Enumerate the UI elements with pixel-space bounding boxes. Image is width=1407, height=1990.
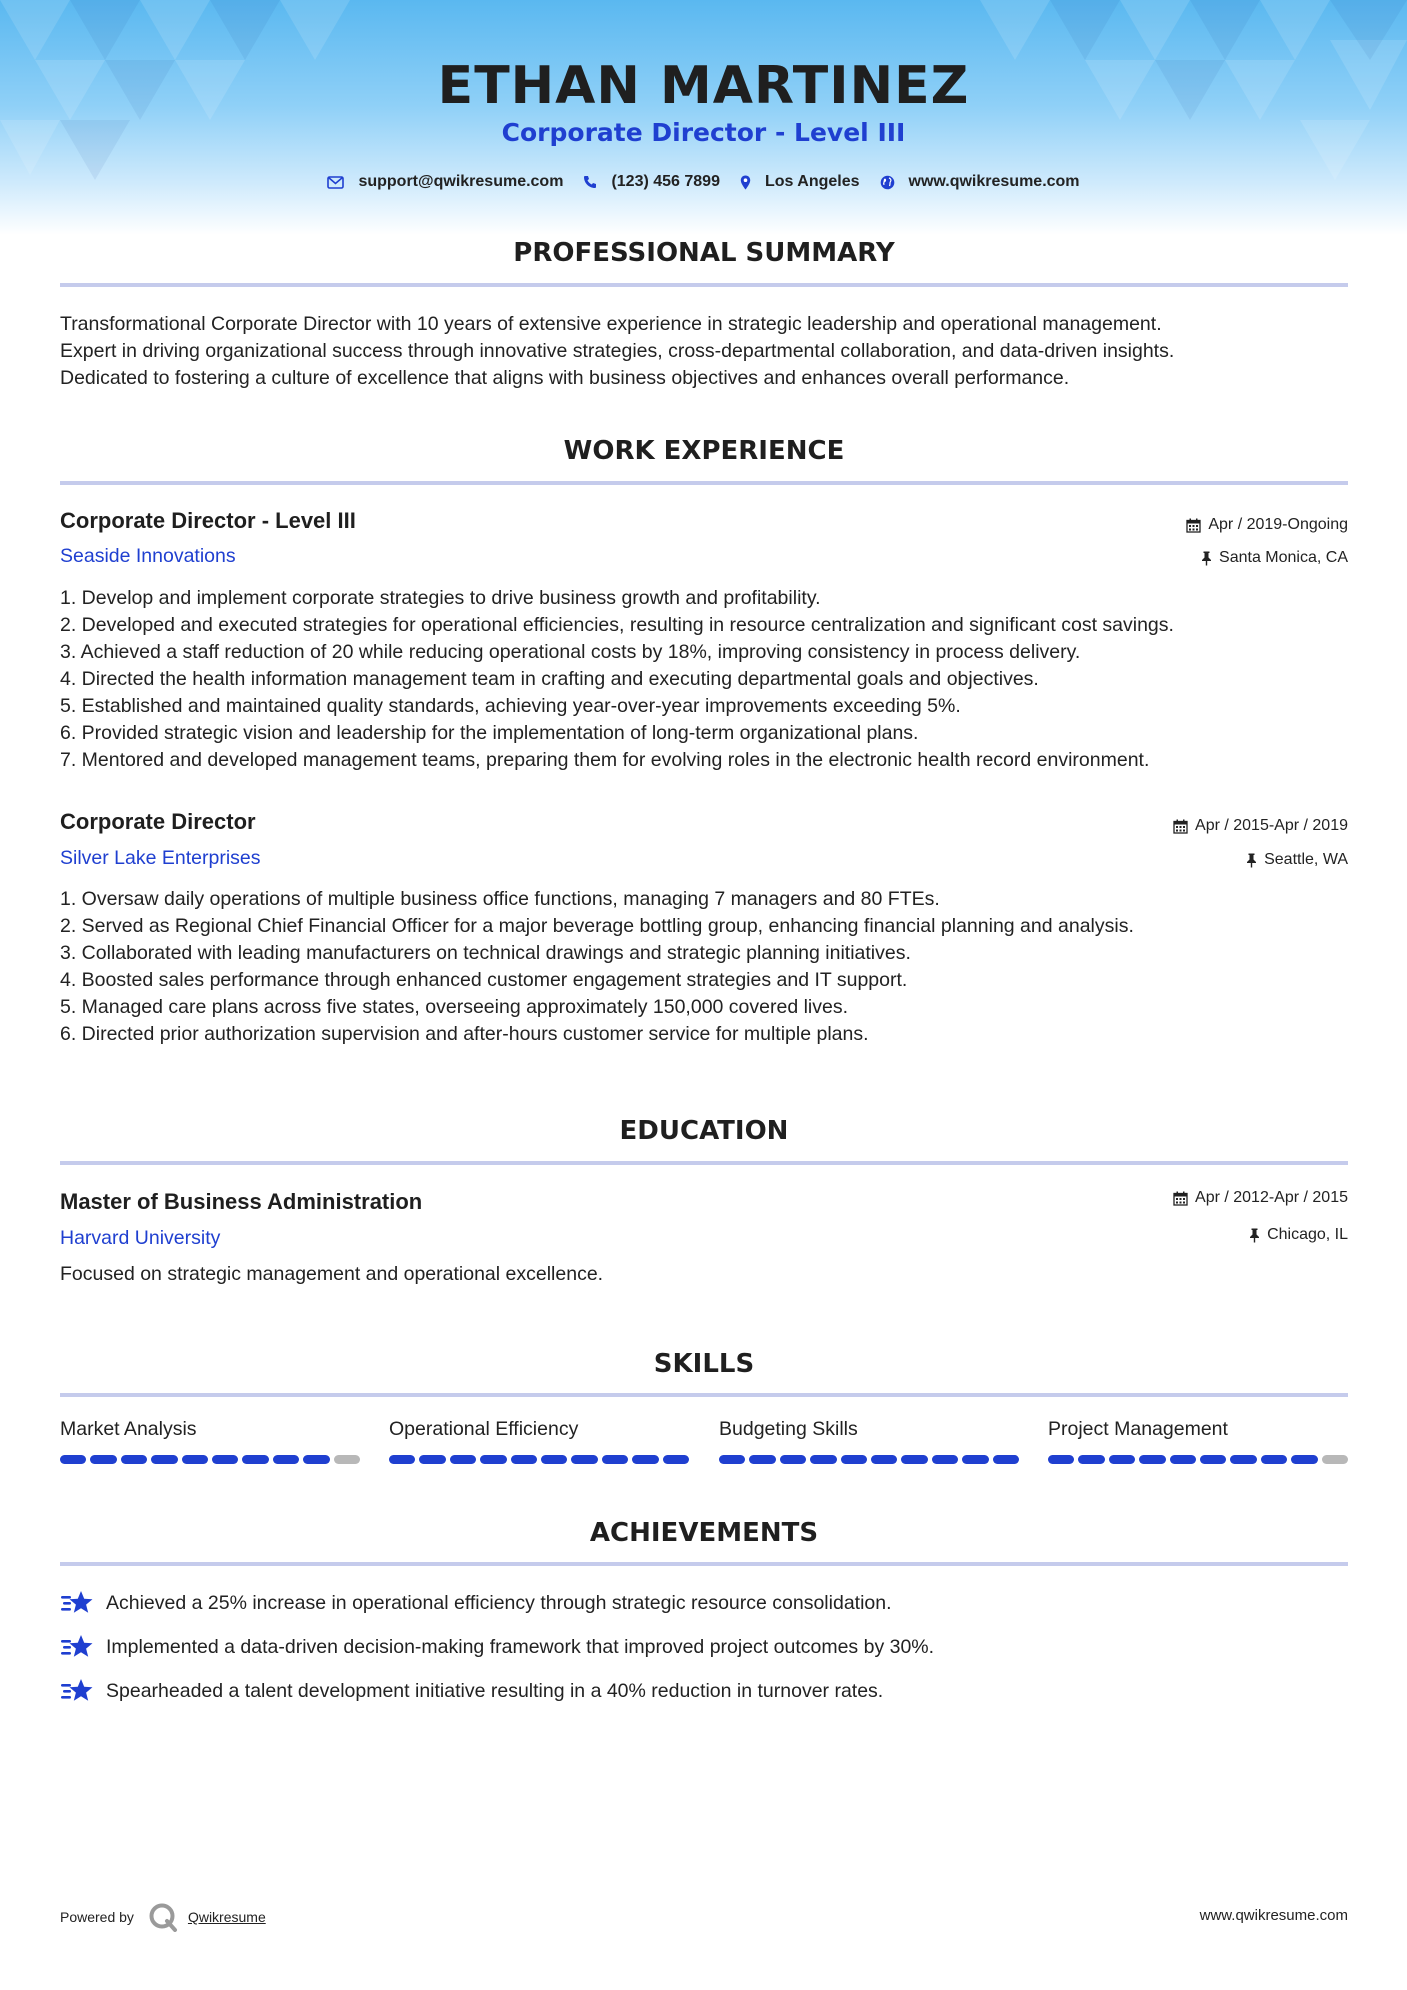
calendar-icon: [1173, 1191, 1188, 1206]
job-dates-text: Apr / 2015-Apr / 2019: [1195, 817, 1348, 834]
website-text: www.qwikresume.com: [908, 173, 1080, 190]
list-item: 5. Managed care plans across five states, overseeing approximately 150,000 covered lives.: [60, 996, 849, 1018]
list-item: 2. Served as Regional Chief Financial Officer for a major beverage bottling group, enhancing financial planning and analysis.: [60, 915, 1134, 937]
skill-level-segment: [1048, 1455, 1074, 1464]
job-location: [1201, 549, 1348, 567]
skill-level-segment: [182, 1455, 208, 1464]
skill-level-segment: [303, 1455, 329, 1464]
education-description: Focused on strategic management and operational excellence.: [60, 1263, 604, 1285]
skill-level-segment: [419, 1455, 445, 1464]
candidate-name: ETHAN MARTINEZ: [437, 56, 970, 116]
skill-level-segment: [60, 1455, 86, 1464]
summary-divider: [60, 283, 1348, 287]
pushpin-icon: [1246, 853, 1257, 868]
contact-email[interactable]: [327, 173, 563, 191]
shooting-star-icon: [60, 1678, 94, 1704]
envelope-icon: [327, 176, 344, 189]
list-item: 1. Develop and implement corporate strategies to drive business growth and profitability.: [60, 587, 821, 609]
location-text: Los Angeles: [764, 173, 860, 190]
skill-level-segment: [273, 1455, 299, 1464]
phone-icon: [583, 175, 597, 189]
email-text: support@qwikresume.com: [358, 173, 564, 190]
job-dates: [1186, 516, 1348, 534]
skill-level-segment: [1078, 1455, 1104, 1464]
skill-level-bar: [719, 1455, 1019, 1464]
achievement-text: Implemented a data-driven decision-making framework that improved project outcomes by 30%.: [106, 1635, 935, 1658]
job-location: [1246, 851, 1348, 869]
achievement-item: [60, 1678, 883, 1704]
candidate-role: Corporate Director - Level III: [501, 118, 906, 147]
job-location-text: Santa Monica, CA: [1219, 549, 1348, 566]
skill-item: [389, 1418, 689, 1464]
skill-name: Operational Efficiency: [389, 1418, 579, 1440]
calendar-icon: [1173, 819, 1188, 834]
skill-level-segment: [1291, 1455, 1317, 1464]
list-item: 6. Directed prior authorization supervision and after-hours customer service for multiple plans.: [60, 1023, 869, 1045]
powered-by-label: Powered by: [60, 1909, 134, 1925]
list-item: 1. Oversaw daily operations of multiple business office functions, managing 7 managers and 80 FTEs.: [60, 888, 940, 910]
contact-location: [740, 173, 860, 191]
qwikresume-logo-icon: [148, 1902, 178, 1932]
skill-level-segment: [541, 1455, 567, 1464]
skill-level-segment: [871, 1455, 897, 1464]
job-responsibilities: [60, 886, 1360, 1048]
skill-name: Market Analysis: [60, 1418, 197, 1440]
achievement-text: Spearheaded a talent development initiative resulting in a 40% reduction in turnover rates.: [106, 1679, 884, 1702]
list-item: 6. Provided strategic vision and leadership for the implementation of long-term organizational plans.: [60, 722, 919, 744]
experience-divider: [60, 481, 1348, 485]
skill-item: [1048, 1418, 1348, 1464]
skills-divider: [60, 1393, 1348, 1397]
skill-level-segment: [1261, 1455, 1287, 1464]
education-dates-text: Apr / 2012-Apr / 2015: [1195, 1189, 1348, 1206]
skill-level-segment: [932, 1455, 958, 1464]
skill-level-segment: [121, 1455, 147, 1464]
company-name: Seaside Innovations: [60, 545, 236, 567]
list-item: 4. Boosted sales performance through enhanced customer engagement strategies and IT support.: [60, 969, 908, 991]
skill-name: Budgeting Skills: [719, 1418, 858, 1440]
skill-level-segment: [901, 1455, 927, 1464]
company-name: Silver Lake Enterprises: [60, 847, 261, 869]
phone-text: (123) 456 7899: [611, 173, 720, 190]
skill-level-segment: [90, 1455, 116, 1464]
job-title: Corporate Director: [60, 809, 256, 834]
skill-level-segment: [389, 1455, 415, 1464]
education-heading: EDUCATION: [619, 1116, 789, 1146]
skill-level-segment: [1200, 1455, 1226, 1464]
achievement-text: Achieved a 25% increase in operational efficiency through strategic resource consolidation.: [106, 1591, 892, 1614]
school-name: Harvard University: [60, 1227, 221, 1249]
brand-link[interactable]: Qwikresume: [187, 1909, 266, 1925]
summary-text: [60, 311, 1350, 392]
skill-level-segment: [602, 1455, 628, 1464]
skill-level-segment: [480, 1455, 506, 1464]
education-location: [1249, 1226, 1348, 1244]
skill-level-bar: [1048, 1455, 1348, 1464]
skill-level-segment: [993, 1455, 1019, 1464]
footer-website[interactable]: www.qwikresume.com: [1199, 1907, 1348, 1924]
job-responsibilities: [60, 585, 1360, 774]
skill-level-segment: [1230, 1455, 1256, 1464]
education-dates: [1173, 1189, 1348, 1207]
education-location-text: Chicago, IL: [1267, 1226, 1348, 1243]
globe-icon: [880, 175, 895, 190]
skill-level-segment: [749, 1455, 775, 1464]
achievements-divider: [60, 1562, 1348, 1566]
summary-line: Dedicated to fostering a culture of excellence that aligns with business objectives and enhances overall performance.: [60, 367, 1070, 389]
contact-phone[interactable]: [583, 173, 720, 191]
skill-level-segment: [571, 1455, 597, 1464]
skill-level-bar: [60, 1455, 360, 1464]
achievement-item: [60, 1590, 892, 1616]
skill-level-segment: [511, 1455, 537, 1464]
summary-heading: PROFESSIONAL SUMMARY: [513, 238, 895, 268]
list-item: 2. Developed and executed strategies for operational efficiencies, resulting in resource centralization and significant cost savings.: [60, 614, 1174, 636]
skill-name: Project Management: [1048, 1418, 1228, 1440]
skill-level-segment: [632, 1455, 658, 1464]
shooting-star-icon: [60, 1590, 94, 1616]
skill-level-segment: [663, 1455, 689, 1464]
footer-powered-by: [60, 1902, 266, 1932]
degree-title: Master of Business Administration: [60, 1189, 423, 1214]
skill-level-segment: [212, 1455, 238, 1464]
achievement-item: [60, 1634, 934, 1660]
summary-line: Transformational Corporate Director with 10 years of extensive experience in strategic leadership and operational management.: [60, 313, 1162, 335]
skill-level-segment: [242, 1455, 268, 1464]
map-pin-icon: [740, 175, 751, 190]
job-location-text: Seattle, WA: [1264, 851, 1348, 868]
list-item: 7. Mentored and developed management teams, preparing them for evolving roles in the electronic health record environment.: [60, 749, 1150, 771]
contact-bar: [0, 173, 1407, 191]
skill-item: [719, 1418, 1019, 1464]
list-item: 3. Collaborated with leading manufacturers on technical drawings and strategic planning initiatives.: [60, 942, 911, 964]
job-dates: [1173, 817, 1348, 835]
contact-website[interactable]: [880, 173, 1080, 191]
pushpin-icon: [1249, 1228, 1260, 1243]
skill-level-segment: [962, 1455, 988, 1464]
shooting-star-icon: [60, 1634, 94, 1660]
skill-level-segment: [841, 1455, 867, 1464]
skills-heading: SKILLS: [653, 1349, 755, 1379]
skill-level-segment: [810, 1455, 836, 1464]
list-item: 5. Established and maintained quality standards, achieving year-over-year improvements exceeding 5%.: [60, 695, 961, 717]
education-divider: [60, 1161, 1348, 1165]
pushpin-icon: [1201, 551, 1212, 566]
skill-level-segment: [719, 1455, 745, 1464]
achievements-heading: ACHIEVEMENTS: [589, 1518, 819, 1548]
skill-level-segment: [1109, 1455, 1135, 1464]
experience-heading: WORK EXPERIENCE: [563, 436, 845, 466]
skill-level-segment: [1322, 1455, 1348, 1464]
list-item: 4. Directed the health information management team in crafting and executing departmental goals and objectives.: [60, 668, 1039, 690]
skill-level-segment: [450, 1455, 476, 1464]
skill-level-segment: [334, 1455, 360, 1464]
skill-level-segment: [1139, 1455, 1165, 1464]
job-dates-text: Apr / 2019-Ongoing: [1208, 516, 1348, 533]
summary-line: Expert in driving organizational success through innovative strategies, cross-departmental collaboration, and data-driven insights.: [60, 340, 1175, 362]
job-title: Corporate Director - Level III: [60, 508, 356, 533]
list-item: 3. Achieved a staff reduction of 20 while reducing operational costs by 18%, improving consistency in process delivery.: [60, 641, 1081, 663]
skill-level-segment: [780, 1455, 806, 1464]
skill-item: [60, 1418, 360, 1464]
skill-level-segment: [151, 1455, 177, 1464]
skill-level-segment: [1170, 1455, 1196, 1464]
skill-level-bar: [389, 1455, 689, 1464]
calendar-icon: [1186, 518, 1201, 533]
